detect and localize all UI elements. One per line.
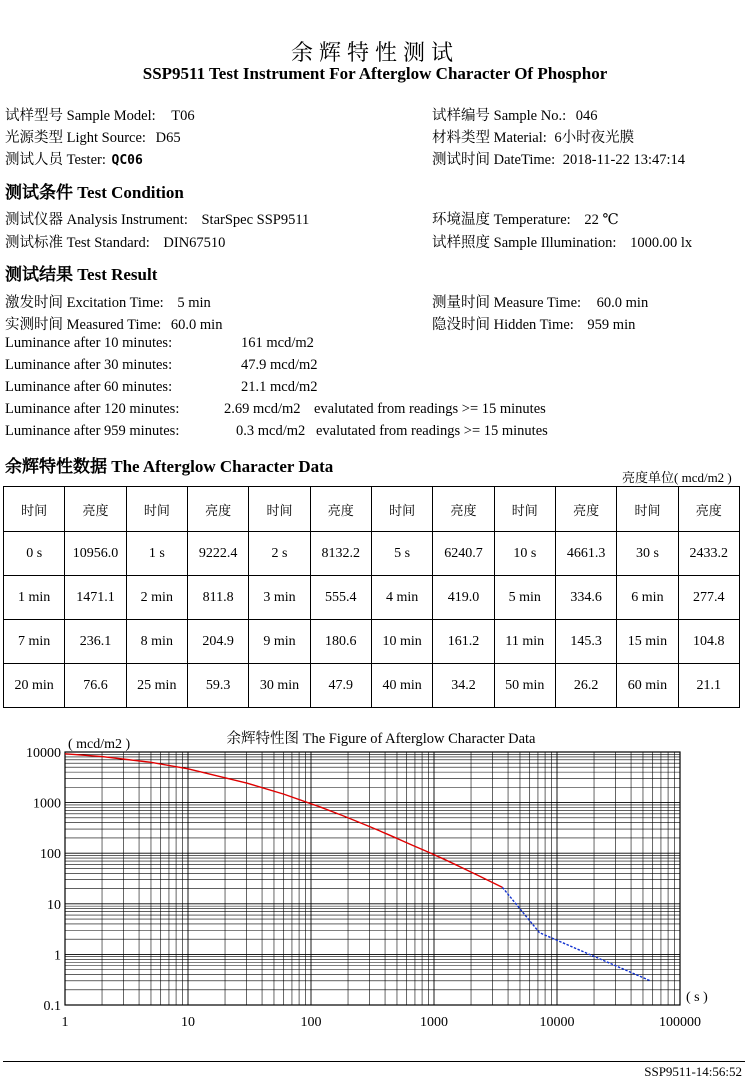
cell-time: 1 min — [4, 576, 65, 620]
sample-no-label: 试样编号 Sample No.: — [432, 108, 567, 124]
cell-time: 25 min — [126, 664, 187, 708]
lum-value: 0.3 mcd/m2 — [236, 423, 306, 439]
table-row — [4, 532, 740, 576]
cell-luminance: 204.9 — [187, 620, 248, 664]
cell-luminance: 145.3 — [555, 620, 616, 664]
header-luminance: 亮度 — [310, 487, 371, 532]
cell-time: 20 min — [4, 664, 65, 708]
datetime-row — [432, 148, 685, 169]
x-tick-label: 10 — [181, 1015, 195, 1030]
chart-title: 余辉特性图 The Figure of Afterglow Character Data — [226, 731, 536, 747]
material-label: 材料类型 Material: — [432, 130, 547, 146]
unit-note: 亮度单位( mcd/m2 ) — [622, 470, 732, 485]
x-tick-label: 100000 — [659, 1015, 701, 1030]
cell-luminance: 236.1 — [65, 620, 126, 664]
lum-label: Luminance after 959 minutes: — [5, 423, 180, 439]
lum-label: Luminance after 120 minutes: — [5, 401, 180, 417]
cell-luminance: 277.4 — [678, 576, 739, 620]
cell-luminance: 10956.0 — [65, 532, 126, 576]
header-time: 时间 — [617, 487, 678, 532]
cell-luminance: 76.6 — [65, 664, 126, 708]
table-header-row — [4, 487, 740, 532]
cell-luminance: 26.2 — [555, 664, 616, 708]
hidden-row — [432, 313, 635, 334]
sample-model-label: 试样型号 Sample Model: — [5, 108, 156, 124]
cell-luminance: 21.1 — [678, 664, 739, 708]
x-axis-label: ( s ) — [686, 990, 708, 1005]
cell-time: 10 s — [494, 532, 555, 576]
hidden-value: 959 min — [587, 317, 636, 333]
header-luminance: 亮度 — [678, 487, 739, 532]
measured-row — [5, 313, 222, 334]
lum-value: 2.69 mcd/m2 — [224, 401, 301, 417]
lum-value: 161 mcd/m2 — [241, 335, 314, 351]
cell-time: 5 s — [371, 532, 432, 576]
material-row — [432, 126, 634, 147]
cell-luminance: 334.6 — [555, 576, 616, 620]
header-luminance: 亮度 — [187, 487, 248, 532]
sample-model-value: T06 — [171, 108, 195, 124]
y-tick-label: 100 — [40, 847, 61, 863]
cell-time: 2 s — [249, 532, 310, 576]
excitation-value: 5 min — [177, 295, 211, 311]
cell-luminance: 47.9 — [310, 664, 371, 708]
plot-frame — [65, 752, 680, 1005]
illumination-value: 1000.00 lx — [630, 235, 693, 251]
illumination-label: 试样照度 Sample Illumination: — [432, 235, 617, 251]
lum-value: 47.9 mcd/m2 — [241, 357, 318, 373]
cell-luminance: 555.4 — [310, 576, 371, 620]
standard-row — [5, 231, 225, 252]
measure-label: 测量时间 Measure Time: — [432, 295, 582, 311]
cell-time: 2 min — [126, 576, 187, 620]
y-tick-label: 0.1 — [43, 999, 61, 1014]
header-luminance: 亮度 — [555, 487, 616, 532]
cell-time: 40 min — [371, 664, 432, 708]
standard-label: 测试标准 Test Standard: — [5, 235, 150, 251]
table-row — [4, 620, 740, 664]
header-time: 时间 — [371, 487, 432, 532]
temperature-value: 22 ℃ — [584, 212, 619, 228]
table-row — [4, 664, 740, 708]
cell-time: 0 s — [4, 532, 65, 576]
afterglow-chart — [0, 735, 750, 1035]
instrument-value: StarSpec SSP9511 — [201, 212, 310, 228]
measure-value: 60.0 min — [596, 295, 649, 311]
cell-luminance: 811.8 — [187, 576, 248, 620]
cell-time: 3 min — [249, 576, 310, 620]
report-title-en: SSP9511 Test Instrument For Afterglow Character Of Phosphor — [142, 64, 608, 83]
afterglow-data-table — [3, 486, 740, 708]
cell-time: 11 min — [494, 620, 555, 664]
measure-row — [432, 291, 648, 312]
tester-label: 测试人员 Tester: — [5, 152, 106, 168]
illumination-row — [432, 231, 692, 252]
cell-time: 30 s — [617, 532, 678, 576]
lum-note: evalutated from readings >= 15 minutes — [314, 401, 546, 417]
header-time: 时间 — [126, 487, 187, 532]
sample-model-row — [5, 104, 195, 125]
y-tick-label: 1000 — [33, 796, 61, 812]
condition-heading: 测试条件 Test Condition — [5, 183, 184, 202]
x-tick-label: 1 — [61, 1015, 69, 1030]
cell-luminance: 104.8 — [678, 620, 739, 664]
cell-time: 9 min — [249, 620, 310, 664]
lum-label: Luminance after 60 minutes: — [5, 379, 173, 395]
cell-time: 1 s — [126, 532, 187, 576]
header-time: 时间 — [249, 487, 310, 532]
header-time: 时间 — [4, 487, 65, 532]
cell-time: 10 min — [371, 620, 432, 664]
cell-time: 50 min — [494, 664, 555, 708]
lum-value: 21.1 mcd/m2 — [241, 379, 318, 395]
cell-time: 30 min — [249, 664, 310, 708]
cell-luminance: 2433.2 — [678, 532, 739, 576]
cell-luminance: 4661.3 — [555, 532, 616, 576]
measured-value: 60.0 min — [170, 317, 223, 333]
table-row — [4, 576, 740, 620]
y-tick-label: 10000 — [26, 746, 61, 761]
header-time: 时间 — [494, 487, 555, 532]
cell-time: 7 min — [4, 620, 65, 664]
material-value: 6小时夜光膜 — [554, 130, 635, 146]
instrument-row — [5, 208, 309, 229]
y-tick-label: 10 — [47, 897, 61, 913]
x-tick-label: 10000 — [539, 1015, 575, 1030]
y-tick-label: 1 — [54, 948, 61, 964]
result-heading: 测试结果 Test Result — [5, 265, 158, 284]
y-axis-label: ( mcd/m2 ) — [68, 737, 131, 752]
cell-time: 6 min — [617, 576, 678, 620]
lum-label: Luminance after 10 minutes: — [5, 335, 173, 351]
table-heading: 余辉特性数据 The Afterglow Character Data — [5, 457, 334, 476]
cell-luminance: 59.3 — [187, 664, 248, 708]
lum-label: Luminance after 30 minutes: — [5, 357, 173, 373]
cell-luminance: 161.2 — [433, 620, 494, 664]
excitation-label: 激发时间 Excitation Time: — [5, 295, 164, 311]
cell-luminance: 180.6 — [310, 620, 371, 664]
cell-luminance: 9222.4 — [187, 532, 248, 576]
cell-luminance: 8132.2 — [310, 532, 371, 576]
temperature-row — [432, 208, 619, 229]
header-luminance: 亮度 — [433, 487, 494, 532]
cell-luminance: 1471.1 — [65, 576, 126, 620]
lum-note: evalutated from readings >= 15 minutes — [316, 423, 548, 439]
datetime-label: 测试时间 DateTime: — [432, 152, 556, 168]
x-tick-label: 1000 — [420, 1015, 448, 1030]
header-luminance: 亮度 — [65, 487, 126, 532]
light-source-label: 光源类型 Light Source: — [5, 130, 146, 146]
cell-time: 8 min — [126, 620, 187, 664]
x-tick-label: 100 — [300, 1015, 322, 1030]
tester-row — [5, 148, 143, 169]
sample-no-value: 046 — [575, 108, 598, 124]
light-source-row — [5, 126, 181, 147]
temperature-label: 环境温度 Temperature: — [432, 212, 571, 228]
cell-luminance: 419.0 — [433, 576, 494, 620]
series-line-extrapolated — [502, 887, 650, 980]
footer-divider — [3, 1061, 745, 1062]
datetime-value: 2018-11-22 13:47:14 — [562, 152, 686, 168]
instrument-label: 测试仪器 Analysis Instrument: — [5, 212, 188, 228]
standard-value: DIN67510 — [163, 235, 226, 251]
cell-time: 5 min — [494, 576, 555, 620]
tester-value: QC06 — [111, 153, 143, 168]
footer-stamp: SSP9511-14:56:52 — [644, 1064, 742, 1079]
sample-no-row — [432, 104, 598, 125]
report-title-cn: 余辉特性测试 — [290, 40, 459, 65]
cell-time: 60 min — [617, 664, 678, 708]
cell-luminance: 34.2 — [433, 664, 494, 708]
hidden-label: 隐没时间 Hidden Time: — [432, 317, 574, 333]
excitation-row — [5, 291, 211, 312]
measured-label: 实测时间 Measured Time: — [5, 317, 162, 333]
light-source-value: D65 — [155, 130, 181, 146]
cell-luminance: 6240.7 — [433, 532, 494, 576]
cell-time: 15 min — [617, 620, 678, 664]
cell-time: 4 min — [371, 576, 432, 620]
